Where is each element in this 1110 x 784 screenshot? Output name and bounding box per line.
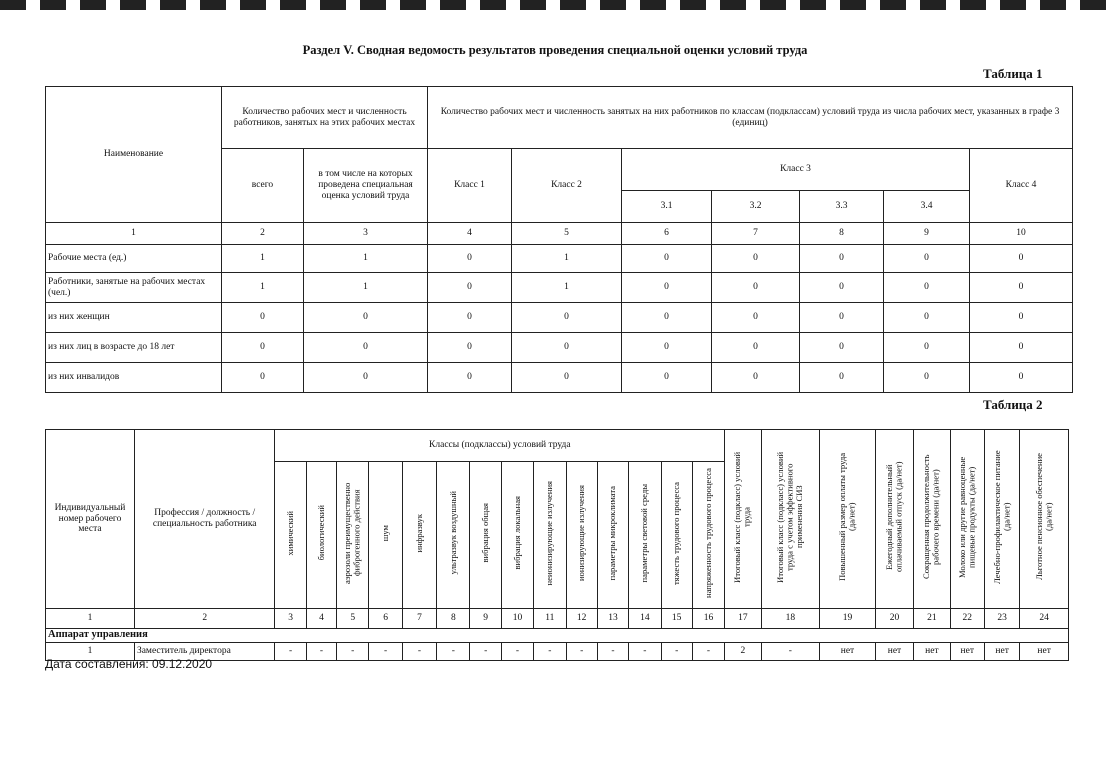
t2-num: 10 bbox=[501, 608, 533, 628]
t1-num: 10 bbox=[970, 223, 1073, 245]
t2-num: 12 bbox=[566, 608, 597, 628]
t1-head-class2: Класс 2 bbox=[512, 149, 622, 223]
t1-cell: 0 bbox=[970, 303, 1073, 333]
t2-num: 18 bbox=[761, 608, 820, 628]
t1-cell: 0 bbox=[304, 333, 428, 363]
t1-cell: 0 bbox=[800, 273, 884, 303]
t1-cell: 1 bbox=[512, 273, 622, 303]
t2-cell: нет bbox=[984, 642, 1019, 660]
t1-num: 1 bbox=[46, 223, 222, 245]
t1-sub: 3.3 bbox=[800, 191, 884, 223]
t2-head-classes: Классы (подклассы) условий труда bbox=[275, 430, 725, 462]
t2-num: 3 bbox=[275, 608, 306, 628]
t1-num: 3 bbox=[304, 223, 428, 245]
t1-cell: 0 bbox=[428, 273, 512, 303]
t2-num: 14 bbox=[629, 608, 661, 628]
t1-cell: 0 bbox=[970, 333, 1073, 363]
t2-row-id: 1 bbox=[46, 642, 135, 660]
t2-extra-head-text: Ежегодный дополнительный оплачиваемый отпуск (да/нет) bbox=[884, 461, 904, 573]
t2-factor-head-text: биологический bbox=[315, 505, 326, 561]
t2-cell: нет bbox=[1020, 642, 1069, 660]
t1-row-label: Рабочие места (ед.) bbox=[46, 245, 222, 273]
t2-num: 19 bbox=[820, 608, 876, 628]
t1-row-label: из них женщин bbox=[46, 303, 222, 333]
t2-cell: - bbox=[692, 642, 724, 660]
t2-factor-head-text: тяжесть трудового процесса bbox=[670, 481, 681, 585]
t1-row-label: Работники, занятые на рабочих местах (чел.) bbox=[46, 273, 222, 303]
t2-cell: - bbox=[337, 642, 369, 660]
t1-head-class1: Класс 1 bbox=[428, 149, 512, 223]
t1-cell: 0 bbox=[884, 303, 970, 333]
t1-sub: 3.4 bbox=[884, 191, 970, 223]
t1-sub: 3.2 bbox=[712, 191, 800, 223]
t1-cell: 0 bbox=[304, 363, 428, 393]
t2-cell: 2 bbox=[725, 642, 761, 660]
t2-num: 23 bbox=[984, 608, 1019, 628]
t2-factor-head bbox=[437, 462, 470, 609]
t1-cell: 0 bbox=[712, 303, 800, 333]
t1-cell: 0 bbox=[884, 333, 970, 363]
t2-num: 16 bbox=[692, 608, 724, 628]
t1-cell: 0 bbox=[712, 333, 800, 363]
t1-data-row bbox=[46, 363, 1073, 393]
t2-extra-head bbox=[875, 430, 913, 609]
t1-cell: 0 bbox=[970, 245, 1073, 273]
t2-factor-head bbox=[661, 462, 692, 609]
t2-cell: - bbox=[470, 642, 501, 660]
t2-num: 4 bbox=[306, 608, 336, 628]
t2-cell: - bbox=[761, 642, 820, 660]
t2-extra-head-text: Лечебно-профилактическое питание (да/нет) bbox=[991, 450, 1012, 584]
t2-factor-head bbox=[402, 462, 436, 609]
t2-factor-head-text: ультразвук воздушный bbox=[447, 491, 458, 575]
t1-cell: 0 bbox=[800, 333, 884, 363]
t1-cell: 0 bbox=[622, 303, 712, 333]
t1-cell: 0 bbox=[622, 333, 712, 363]
t2-num: 24 bbox=[1020, 608, 1069, 628]
t2-factor-head bbox=[275, 462, 306, 609]
t1-cell: 0 bbox=[712, 363, 800, 393]
t1-num: 9 bbox=[884, 223, 970, 245]
t2-cell: - bbox=[597, 642, 628, 660]
t1-cell: 0 bbox=[304, 303, 428, 333]
t2-cell: - bbox=[501, 642, 533, 660]
t1-cell: 0 bbox=[622, 273, 712, 303]
t1-cell: 0 bbox=[428, 245, 512, 273]
t2-extra-head-text: Молоко или другие равноценные пищевые продукты (да/нет) bbox=[956, 456, 977, 578]
summary-table-2 bbox=[45, 429, 1069, 661]
t2-factor-head-text: шум bbox=[379, 524, 390, 542]
t1-cell: 0 bbox=[222, 333, 304, 363]
t1-cell: 0 bbox=[884, 245, 970, 273]
t1-num: 5 bbox=[512, 223, 622, 245]
t2-num: 1 bbox=[46, 608, 135, 628]
t2-factor-head-text: параметры световой среды bbox=[639, 483, 650, 583]
t1-cell: 0 bbox=[428, 363, 512, 393]
t2-extra-head-text: Льготное пенсионное обеспечение (да/нет) bbox=[1033, 453, 1054, 581]
t2-factor-head-text: химический bbox=[284, 510, 295, 556]
t2-cell: - bbox=[661, 642, 692, 660]
t2-num: 17 bbox=[725, 608, 761, 628]
t2-factor-head bbox=[629, 462, 661, 609]
t2-extra-head bbox=[914, 430, 950, 609]
t1-cell: 0 bbox=[884, 363, 970, 393]
t1-number-row bbox=[46, 223, 1073, 245]
t2-cell: - bbox=[437, 642, 470, 660]
t2-num: 22 bbox=[950, 608, 984, 628]
t2-cell: нет bbox=[950, 642, 984, 660]
t2-factor-head-text: напряженность трудового процесса bbox=[702, 467, 713, 599]
t2-factor-head bbox=[369, 462, 402, 609]
t2-row-prof: Заместитель директора bbox=[134, 642, 275, 660]
t1-cell: 0 bbox=[800, 245, 884, 273]
t2-factor-head-text: аэрозоли преимущественно фиброгенного действия bbox=[342, 482, 362, 584]
t2-factor-head bbox=[337, 462, 369, 609]
t2-num: 2 bbox=[134, 608, 275, 628]
t1-cell: 0 bbox=[428, 333, 512, 363]
t1-cell: 0 bbox=[712, 245, 800, 273]
t2-factor-head bbox=[692, 462, 724, 609]
t1-cell: 0 bbox=[622, 245, 712, 273]
t2-cell: нет bbox=[875, 642, 913, 660]
t1-cell: 1 bbox=[304, 273, 428, 303]
summary-table-1 bbox=[45, 86, 1073, 393]
t2-num: 9 bbox=[470, 608, 501, 628]
t1-row-label: из них лиц в возрасте до 18 лет bbox=[46, 333, 222, 363]
t1-cell: 0 bbox=[884, 273, 970, 303]
t2-factor-head-text: вибрация локальная bbox=[511, 496, 522, 570]
t2-extra-head bbox=[761, 430, 820, 609]
t2-factor-head-text: параметры микроклимата bbox=[607, 485, 618, 581]
t1-num: 4 bbox=[428, 223, 512, 245]
t1-cell: 0 bbox=[512, 333, 622, 363]
t2-cell: нет bbox=[820, 642, 876, 660]
compilation-date: Дата составления: 09.12.2020 bbox=[45, 657, 213, 671]
t2-number-row bbox=[46, 608, 1069, 628]
table1-label: Таблица 1 bbox=[983, 66, 1043, 81]
t1-head-name: Наименование bbox=[46, 87, 222, 223]
t1-cell: 0 bbox=[800, 363, 884, 393]
t2-cell: - bbox=[275, 642, 306, 660]
t1-data-row bbox=[46, 273, 1073, 303]
t2-extra-head-text: Итоговый класс (подкласс) условий труда bbox=[732, 451, 752, 583]
t2-cell: - bbox=[629, 642, 661, 660]
t2-extra-head bbox=[725, 430, 761, 609]
t1-cell: 0 bbox=[800, 303, 884, 333]
t2-factor-head bbox=[306, 462, 336, 609]
t1-cell: 1 bbox=[304, 245, 428, 273]
t2-cell: - bbox=[534, 642, 566, 660]
t2-section-title: Аппарат управления bbox=[46, 628, 1069, 642]
t2-extra-head bbox=[1020, 430, 1069, 609]
t2-cell: - bbox=[306, 642, 336, 660]
t2-extra-head-text: Повышенный размер оплаты труда (да/нет) bbox=[837, 453, 857, 582]
t1-num: 8 bbox=[800, 223, 884, 245]
t1-row-label: из них инвалидов bbox=[46, 363, 222, 393]
t1-head-group1: Количество рабочих мест и численность работников, занятых на этих рабочих местах bbox=[222, 87, 428, 149]
page-title: Раздел V. Сводная ведомость результатов проведения специальной оценки условий труда bbox=[302, 43, 808, 57]
t2-num: 20 bbox=[875, 608, 913, 628]
t1-cell: 0 bbox=[622, 363, 712, 393]
t1-cell: 0 bbox=[428, 303, 512, 333]
t1-cell: 1 bbox=[222, 245, 304, 273]
table2-label: Таблица 2 bbox=[983, 397, 1043, 412]
t1-cell: 0 bbox=[222, 363, 304, 393]
t1-cell: 0 bbox=[222, 303, 304, 333]
t1-num: 7 bbox=[712, 223, 800, 245]
t2-extra-head bbox=[984, 430, 1019, 609]
t2-head-id: Индивидуальный номер рабочего места bbox=[46, 430, 135, 609]
t1-num: 2 bbox=[222, 223, 304, 245]
t2-extra-head bbox=[820, 430, 876, 609]
t2-num: 13 bbox=[597, 608, 628, 628]
t1-data-row bbox=[46, 245, 1073, 273]
t2-factor-head-text: неионизирующие излучения bbox=[544, 480, 555, 586]
t2-num: 15 bbox=[661, 608, 692, 628]
t2-num: 8 bbox=[437, 608, 470, 628]
t2-cell: - bbox=[566, 642, 597, 660]
t2-factor-head bbox=[597, 462, 628, 609]
t2-factor-head-text: инфразвук bbox=[413, 513, 424, 553]
t2-num: 7 bbox=[402, 608, 436, 628]
t2-factor-head bbox=[566, 462, 597, 609]
t1-head-group2: Количество рабочих мест и численность занятых на них работников по классам (подклассам) условий труда из числа рабочих мест, указанных в графе 3 (единиц) bbox=[428, 87, 1073, 149]
t2-factor-head bbox=[501, 462, 533, 609]
t1-cell: 1 bbox=[222, 273, 304, 303]
t2-extra-head-text: Итоговый класс (подкласс) условий труда с учетом эффективного применения СИЗ bbox=[775, 451, 805, 583]
t1-data-row bbox=[46, 333, 1073, 363]
t2-factor-head bbox=[534, 462, 566, 609]
t2-extra-head-text: Сокращенная продолжительность рабочего времени (да/нет) bbox=[921, 454, 941, 580]
t2-cell: - bbox=[369, 642, 402, 660]
t1-head-total: всего bbox=[222, 149, 304, 223]
t1-cell: 0 bbox=[970, 273, 1073, 303]
t1-data-row bbox=[46, 303, 1073, 333]
t2-num: 11 bbox=[534, 608, 566, 628]
t2-factor-head bbox=[470, 462, 501, 609]
t2-cell: нет bbox=[914, 642, 950, 660]
t2-num: 21 bbox=[914, 608, 950, 628]
t1-cell: 0 bbox=[512, 363, 622, 393]
t1-head-class3: Класс 3 bbox=[622, 149, 970, 191]
t2-cell: - bbox=[402, 642, 436, 660]
t2-factor-head-text: ионизирующие излучения bbox=[575, 484, 586, 582]
t1-cell: 1 bbox=[512, 245, 622, 273]
t2-num: 6 bbox=[369, 608, 402, 628]
t1-num: 6 bbox=[622, 223, 712, 245]
t1-cell: 0 bbox=[712, 273, 800, 303]
t1-cell: 0 bbox=[970, 363, 1073, 393]
t2-num: 5 bbox=[337, 608, 369, 628]
t1-sub: 3.1 bbox=[622, 191, 712, 223]
t2-factor-head-text: вибрация общая bbox=[479, 503, 490, 563]
perforation-strip bbox=[0, 0, 1110, 10]
t1-cell: 0 bbox=[512, 303, 622, 333]
t1-head-assessed: в том числе на которых проведена специальная оценка условий труда bbox=[304, 149, 428, 223]
t2-extra-head bbox=[950, 430, 984, 609]
t1-head-class4: Класс 4 bbox=[970, 149, 1073, 223]
t2-head-prof: Профессия / должность / специальность работника bbox=[134, 430, 275, 609]
